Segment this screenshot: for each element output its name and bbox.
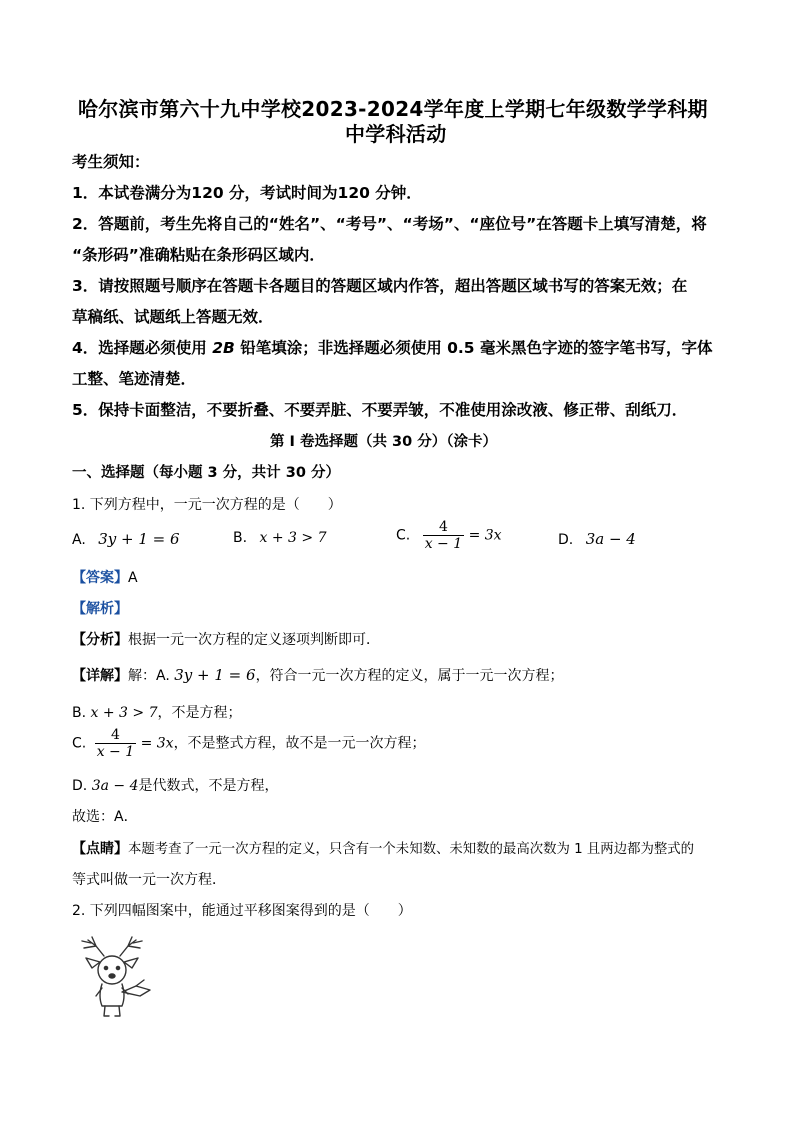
volume-title: 第 I 卷选择题（共 30 分）（涂卡） xyxy=(270,434,498,450)
line-c-rhs: = 3x xyxy=(140,735,174,752)
q2-stem: 2. 下列四幅图案中，能通过平移图案得到的是（ ） xyxy=(72,903,412,919)
deer-illustration xyxy=(74,934,158,1020)
q1-dianjing-b: 等式叫做一元一次方程． xyxy=(72,872,226,888)
q1-option-d xyxy=(558,530,636,548)
q1-answer xyxy=(72,567,138,587)
page-title-line2: 中学科活动 xyxy=(345,122,447,146)
line-b-text: ，不是方程； xyxy=(157,705,242,721)
notice-item-5: 5．保持卡面整洁，不要折叠、不要弄脏、不要弄皱，不准使用涂改液、修正带、刮纸刀． xyxy=(72,401,688,419)
answer-tag: 【答案】 xyxy=(72,570,128,586)
option-d-math: 3a − 4 xyxy=(585,530,636,548)
line-b-math: x + 3 > 7 xyxy=(90,705,158,721)
option-a-math: 3y + 1 = 6 xyxy=(98,530,180,548)
line-c-fraction xyxy=(95,727,136,760)
answer-value: A xyxy=(128,570,138,586)
q1-stem: 1. 下列方程中，一元一次方程的是（ ） xyxy=(72,497,342,513)
notice-item-4a xyxy=(72,336,712,358)
option-c-numerator: 4 xyxy=(438,519,448,535)
notice-item-4a-text2: 铅笔填涂；非选择题必须使用 0.5 毫米黑色字迹的签字笔书写，字体 xyxy=(234,339,713,357)
line-c-denominator: x − 1 xyxy=(96,744,135,760)
notice-item-2a: 2．答题前，考生先将自己的“姓名”、“考号”、“考场”、“座位号”在答题卡上填写清楚，将 xyxy=(72,215,707,233)
option-b-math: x + 3 > 7 xyxy=(259,530,327,546)
line-b-label: B. xyxy=(72,705,87,721)
notice-item-3b: 草稿纸、试题纸上答题无效． xyxy=(72,308,274,326)
line-c-text: ，不是整式方程，故不是一元一次方程； xyxy=(173,735,426,752)
pencil-grade: 2B xyxy=(212,339,235,357)
page-title-line1: 哈尔滨市第六十九中学校2023-2024学年度上学期七年级数学学科期 xyxy=(78,97,708,121)
notice-item-3a: 3．请按照题号顺序在答题卡各题目的答题区域内作答，超出答题区域书写的答案无效；在 xyxy=(72,277,688,295)
line-d-math: 3a − 4 xyxy=(91,778,139,794)
fenxi-text: 根据一元一次方程的定义逐项判断即可． xyxy=(128,632,380,648)
q1-option-a xyxy=(72,530,180,548)
q1-xiangjie xyxy=(72,665,564,685)
notice-item-4b: 工整、笔迹清楚． xyxy=(72,370,197,388)
option-c-rhs: = 3x xyxy=(468,527,502,544)
notice-item-4a-text1: 4．选择题必须使用 xyxy=(72,339,213,357)
analysis-tag: 【解析】 xyxy=(72,601,128,617)
line-d-text: 是代数式，不是方程， xyxy=(138,778,279,794)
q1-line-d xyxy=(72,775,278,795)
option-a-label: A. xyxy=(72,532,86,548)
option-c-label: C. xyxy=(396,527,411,544)
xiangjie-math: 3y + 1 = 6 xyxy=(174,666,256,684)
q1-analysis-tag xyxy=(72,598,128,618)
line-d-label: D. xyxy=(72,778,88,794)
notice-item-1: 1．本试卷满分为120 分，考试时间为120 分钟． xyxy=(72,184,422,202)
dianjing-text-a: 本题考查了一元一次方程的定义，只含有一个未知数、未知数的最高次数为 1 且两边都为整式的 xyxy=(128,842,695,857)
notice-heading: 考生须知： xyxy=(72,153,150,171)
xiangjie-tag: 【详解】 xyxy=(72,668,128,684)
part-title: 一、选择题（每小题 3 分，共计 30 分） xyxy=(72,465,340,481)
dianjing-tag: 【点睛】 xyxy=(72,841,128,857)
q1-fenxi xyxy=(72,629,380,649)
q1-option-b xyxy=(233,530,327,546)
xiangjie-pre: 解：A. xyxy=(128,668,170,684)
q1-line-c xyxy=(72,727,426,760)
xiangjie-post: ，符合一元一次方程的定义，属于一元一次方程； xyxy=(255,668,564,684)
line-c-label: C. xyxy=(72,735,87,752)
q1-choice: 故选：A． xyxy=(72,809,138,825)
option-d-label: D. xyxy=(558,532,574,548)
notice-item-2b: “条形码”准确粘贴在条形码区域内． xyxy=(72,246,325,264)
line-c-numerator: 4 xyxy=(110,727,120,743)
fenxi-tag: 【分析】 xyxy=(72,632,128,648)
option-c-fraction xyxy=(423,519,464,552)
option-b-label: B. xyxy=(233,530,248,546)
q1-line-b xyxy=(72,702,242,722)
q1-option-c xyxy=(396,519,502,552)
option-c-denominator: x − 1 xyxy=(424,536,463,552)
q1-dianjing-a xyxy=(72,838,694,858)
